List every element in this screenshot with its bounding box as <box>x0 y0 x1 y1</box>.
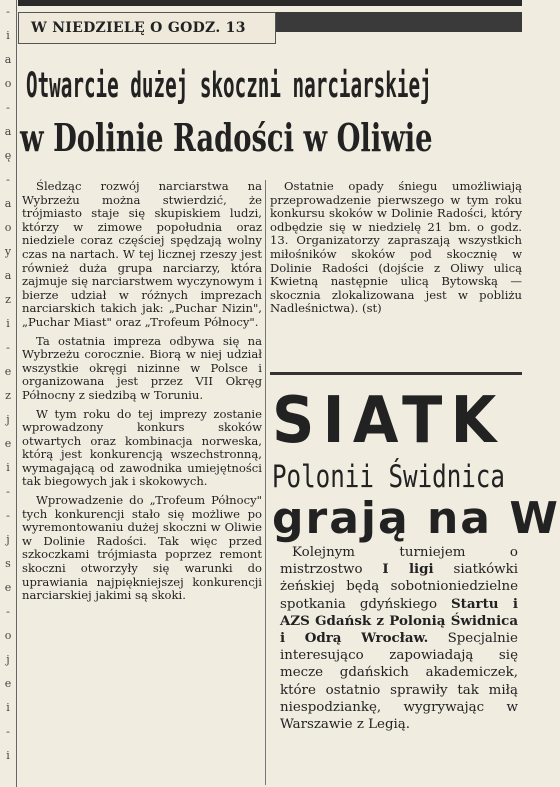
left-strip-glyph: - <box>6 725 10 738</box>
left-strip-glyph: - <box>6 5 10 18</box>
article2-paragraph <box>280 544 518 733</box>
left-strip-glyph: ę <box>4 149 12 162</box>
body-end: Specjalnie interesująco zapowiadają się mecze gdańskich akademiczek, które ostatnio sprawiły tak miłą niespodziankę, wygrywając w Warszawie z Legią. <box>280 631 518 733</box>
article1-paragraph-5: Ostatnie opady śniegu umożliwiają przeprowadzenie pierwszego w tym roku konkursu skoków w Dolinie Radości, który odbędzie się w niedzielę 21 bm. o godz. 13. Organizatorzy zapraszają wszystkich miłośników skoków pod skocznię w Dolinie Radości (dojście z Oliwy ulicą Kwietną następnie ulicą Bytowską — skocznia zlokalizowana jest w pobliżu Nadleśnictwa). (st) <box>270 179 522 316</box>
left-strip-glyph: o <box>4 629 12 642</box>
article1-paragraph-4: Wprowadzenie do „Trofeum Północy" tych konkurencji stało się możliwe po wyremontowaniu dużej skoczni w Oliwie w Dolinie Radości. Tak więc przed szkoczkami trójmiasta poprzez remont skoczni otworzyły się warunki do uprawiania najpiękniejszej konkurencji narciarskiej jakimi są skoki. <box>22 493 262 603</box>
article-column-1 <box>22 180 262 780</box>
left-strip-glyph: a <box>4 269 12 282</box>
left-strip-glyph: i <box>6 749 10 762</box>
left-strip-glyph: o <box>4 77 12 90</box>
left-strip-glyph: e <box>4 365 12 378</box>
top-right-band <box>262 12 522 32</box>
left-strip-glyph: e <box>4 437 12 450</box>
left-strip-glyph: a <box>4 125 12 138</box>
left-strip-glyph: e <box>4 677 12 690</box>
left-column-rule <box>16 0 17 787</box>
left-strip-glyph: z <box>5 293 11 306</box>
column-separator <box>265 180 266 785</box>
left-strip-glyph: a <box>4 197 12 210</box>
left-strip-glyph: i <box>6 701 10 714</box>
kicker-text: W NIEDZIELĘ O GODZ. 13 <box>31 20 246 36</box>
left-strip-glyph: o <box>4 221 12 234</box>
article2-headline: grają na W <box>272 493 560 544</box>
left-strip-glyph: j <box>6 653 10 666</box>
left-strip-glyph: y <box>4 245 12 258</box>
left-strip-glyph: j <box>6 533 10 546</box>
left-strip-glyph: j <box>6 413 10 426</box>
body-bold-league: I ligi <box>382 561 434 578</box>
left-strip-glyph: - <box>6 485 10 498</box>
left-strip-glyph: z <box>5 389 11 402</box>
headline-line-2: w Dolinie Radości w Oliwie <box>20 115 433 160</box>
article-column-2 <box>270 180 522 370</box>
left-margin-strip <box>0 0 16 787</box>
article1-paragraph-3: W tym roku do tej imprezy zostanie wprowadzony konkurs skoków otwartych oraz kombinacja norweska, którą jest konkurencją wszechstronną, wymagającą od zawodnika umiejętności tak biegowych jak i skokowych. <box>22 406 262 489</box>
left-strip-glyph: - <box>6 173 10 186</box>
left-strip-glyph: a <box>4 53 12 66</box>
left-strip-glyph: e <box>4 581 12 594</box>
article2-subhead: Polonii Świdnica <box>272 459 505 495</box>
article-separator-rule <box>270 372 522 375</box>
body-start: Kolejnym turniejem o mistrzostwo <box>280 545 518 578</box>
left-strip-glyph: s <box>5 557 11 570</box>
left-strip-glyph: - <box>6 605 10 618</box>
body-bold-teams: Startu i AZS Gdańsk z Polonią Świdnica i Odrą Wrocław. <box>280 595 518 647</box>
left-strip-glyph: i <box>6 461 10 474</box>
section-kicker <box>18 12 276 44</box>
left-strip-glyph: - <box>6 341 10 354</box>
body-mid: siatkówki żeńskiej będą sobotnioniedzielne spotkania gdyńskiego <box>280 562 518 612</box>
left-strip-glyph: i <box>6 317 10 330</box>
headline-line-1: Otwarcie dużej skoczni narciarskiej <box>26 66 432 106</box>
top-rule <box>18 0 522 6</box>
left-strip-glyph: - <box>6 101 10 114</box>
left-strip-glyph: - <box>6 509 10 522</box>
article2-body <box>280 544 518 784</box>
left-strip-glyph: i <box>6 29 10 42</box>
article2-kicker: SIATK <box>272 384 505 458</box>
article1-paragraph-1: Śledząc rozwój narciarstwa na Wybrzeżu można stwierdzić, że trójmiasto staje się skupiskiem ludzi, którzy w zimowe popołudnia oraz niedziele coraz częściej spędzają wolny czas na nartach. W tej licznej rzeszy jest również duża grupa narciarzy, która zajmuje się narciarstwem wyczynowym i bierze udział w różnych imprezach narciarskich takich jak: „Puchar Nizin", „Puchar Miast" oraz „Trofeum Północy". <box>22 179 262 329</box>
article1-paragraph-2: Ta ostatnia impreza odbywa się na Wybrzeżu corocznie. Biorą w niej udział wszystkie okręgi nizinne w Polsce i organizowana jest przez VII Okręg Północny z siedzibą w Toruniu. <box>22 333 262 402</box>
